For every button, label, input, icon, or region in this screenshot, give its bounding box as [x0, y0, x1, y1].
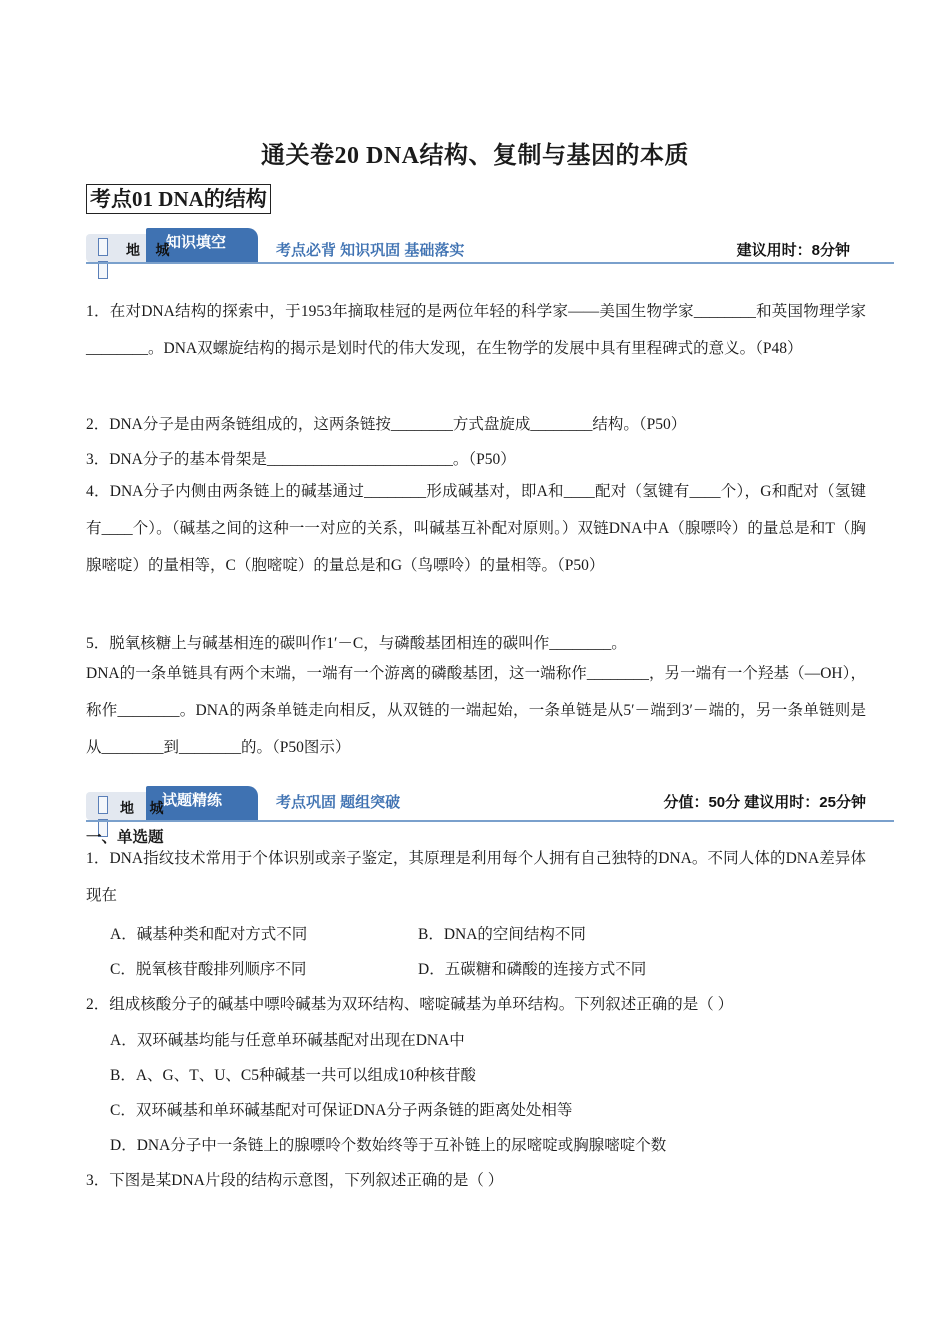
- question-1-stem: 1．DNA指纹技术常用于个体识别或亲子鉴定，其原理是利用每个人拥有自己独特的DNA。不同人体的DNA差异体现在: [86, 850, 866, 904]
- banner-score-time: 分值：50分 建议用时：25分钟: [663, 794, 866, 811]
- page-title: 通关卷20 DNA结构、复制与基因的本质: [261, 143, 689, 169]
- banner-tab-label: 试题精练: [162, 792, 223, 809]
- section-heading: 考点01 DNA的结构: [86, 184, 271, 214]
- section-single-choice: 一、单选题: [86, 829, 164, 846]
- book-icon: [98, 238, 120, 256]
- fill-question-2: 2．DNA分子是由两条链组成的，这两条链按________方式盘旋成________结构。（P50）: [86, 416, 687, 433]
- question-1-option-b[interactable]: B．DNA的空间结构不同: [418, 926, 586, 943]
- fill-question-4: 4．DNA分子内侧由两条链上的碱基通过________形成碱基对，即A和____配对（氢键有____个），G和配对（氢键有____个）。（碱基之间的这种一一对应的关系，叫碱基互补配对原则。）双链DNA中A（腺嘌呤）的量总是和T（胸腺嘧啶）的量相等，C（胞嘧啶）的量总是和G（鸟嘌呤）的量相等。（P50）: [86, 483, 866, 574]
- banner-subtitle: 考点巩固 题组突破: [276, 794, 401, 811]
- banner-subtitle: 考点必背 知识巩固 基础落实: [276, 242, 465, 259]
- knowledge-banner: [86, 228, 894, 268]
- book-icon: [98, 796, 120, 814]
- question-2-option-b[interactable]: B．A、G、T、U、C5种碱基一共可以组成10种核苷酸: [110, 1067, 476, 1084]
- question-1-option-a[interactable]: A．碱基种类和配对方式不同: [110, 926, 308, 943]
- banner-divider: [86, 262, 894, 264]
- question-1-option-d[interactable]: D．五碳糖和磷酸的连接方式不同: [418, 961, 647, 978]
- banner-time: 建议用时：8分钟: [736, 242, 850, 259]
- question-2-stem: 2．组成核酸分子的碱基中嘌呤碱基为双环结构、嘧啶碱基为单环结构。下列叙述正确的是（ ）: [86, 996, 734, 1013]
- banner-divider: [86, 820, 894, 822]
- question-2-option-d[interactable]: D．DNA分子中一条链上的腺嘌呤个数始终等于互补链上的尿嘧啶或胸腺嘧啶个数: [110, 1137, 667, 1154]
- banner-tab-sub: 地 城: [126, 244, 176, 259]
- fill-question-3: 3．DNA分子的基本骨架是________________________。（P50）: [86, 451, 516, 468]
- fill-question-5: 5．脱氧核糖上与碱基相连的碳叫作1′－C，与磷酸基团相连的碳叫作________。: [86, 635, 627, 652]
- fill-question-1: 1．在对DNA结构的探索中，于1953年摘取桂冠的是两位年轻的科学家——美国生物学家________和英国物理学家________。DNA双螺旋结构的揭示是划时代的伟大发现，在生物学的发展中具有里程碑式的意义。（P48）: [86, 303, 866, 357]
- banner-tab-label: 知识填空: [166, 234, 227, 251]
- fill-question-5-continued: DNA的一条单链具有两个末端，一端有一个游离的磷酸基团，这一端称作________，另一端有一个羟基（—OH），称作________。DNA的两条单链走向相反，从双链的一端起始，一条单链是从5′－端到3′－端的，另一条单链则是从________到________的。（P50图示）: [86, 665, 866, 756]
- exercise-banner: [86, 786, 894, 826]
- question-3-stem: 3．下图是某DNA片段的结构示意图，下列叙述正确的是（ ）: [86, 1172, 504, 1189]
- question-2-option-c[interactable]: C．双环碱基和单环碱基配对可保证DNA分子两条链的距离处处相等: [110, 1102, 573, 1119]
- question-1-option-c[interactable]: C．脱氧核苷酸排列顺序不同: [110, 961, 307, 978]
- question-2-option-a[interactable]: A．双环碱基均能与任意单环碱基配对出现在DNA中: [110, 1032, 465, 1049]
- banner-tab-sub: 地 城: [120, 802, 170, 817]
